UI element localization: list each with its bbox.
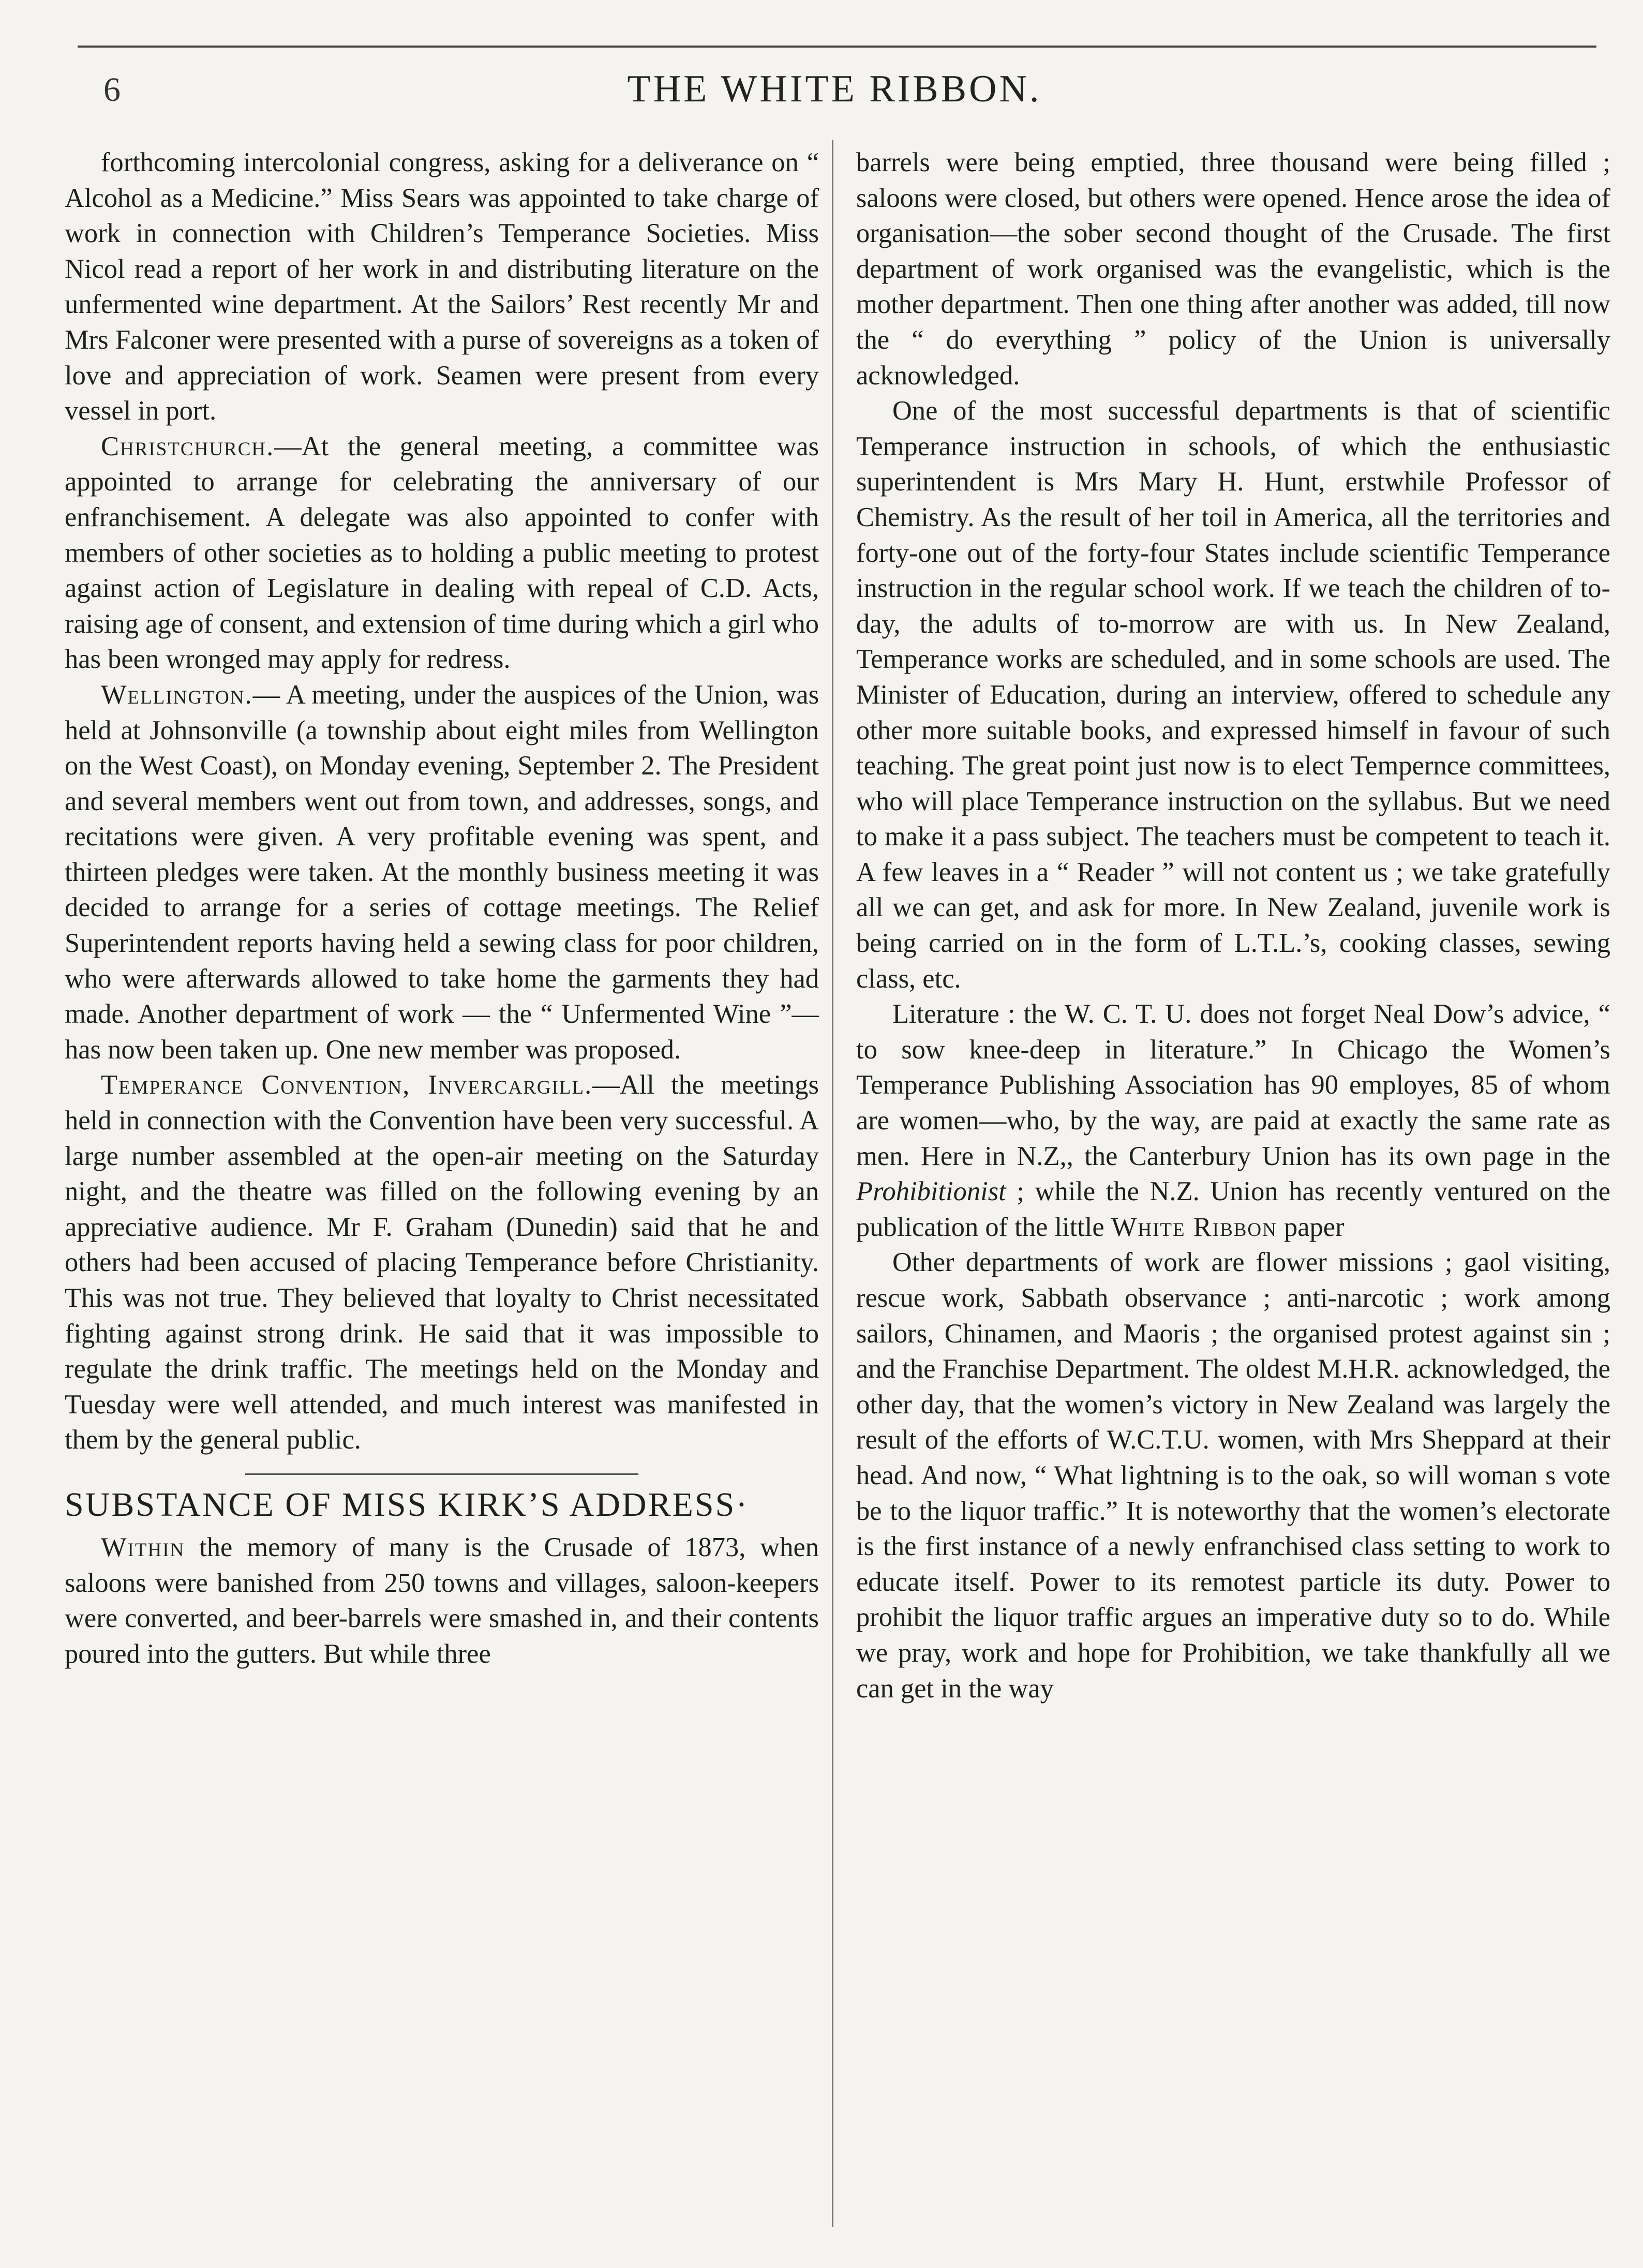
- running-title: THE WHITE RIBBON.: [627, 68, 1042, 110]
- literature-text-c: paper: [1277, 1212, 1345, 1242]
- section-divider: [245, 1473, 638, 1475]
- wellington-heading: Wellington.: [101, 679, 253, 710]
- left-column: [65, 145, 819, 1672]
- crusade-continued-paragraph: barrels were being emptied, three thousand were being filled ; saloons were closed, but others were opened. Hence arose the idea of organisation—the sober second thought of the Crusade. The first department of work organised was the evangelistic, which is the mother department. Then one thing after another was added, till now the “ do everything ” policy of the Union is universally acknowledged.: [856, 147, 1610, 391]
- right-column: [856, 145, 1610, 1706]
- address-lead: Within: [101, 1532, 185, 1562]
- address-paragraph: [65, 1530, 819, 1672]
- departments-paragraph: Other departments of work are flower missions ; gaol visiting, rescue work, Sabbath observance ; anti-narcotic ; work among sailors, Chinamen, and Maoris ; the organised protest against sin ; and the Franchise Department. The oldest M.H.R. acknowledged, the other day, that the women’s victory in New Zealand was largely the result of the efforts of W.C.T.U. women, with Mrs Sheppard at their head. And now, “ What lightning is to the oak, so will woman s vote be to the liquor traffic.” It is noteworthy that the women’s electorate is the first instance of a newly enfranchised class setting to work to educate itself. Power to its remotest particle its duty. Power to prohibit the liquor traffic argues an imperative duty so to do. While we pray, work and hope for Prohibition, we take thankfully all we can get in the way: [856, 1247, 1610, 1704]
- literature-paragraph: [856, 996, 1610, 1245]
- convention-text: —All the meetings held in connection with the Convention have been very successful. A large number assembled at the open-air meeting on the Saturday night, and the theatre was filled on the following evening by an appreciative audience. Mr F. Graham (Dunedin) said that he and others had been accused of placing Temperance before Christianity. This was not true. They believed that loyalty to Christ necessitated fighting against strong drink. He said that it was impossible to regulate the drink traffic. The meetings held on the Monday and Tuesday were well attended, and much interest was manifested in them by the general public.: [65, 1070, 819, 1455]
- header-top-rule: [78, 46, 1596, 48]
- christchurch-paragraph: [65, 429, 819, 677]
- address-text: the memory of many is the Crusade of 1873, when saloons were banished from 250 towns and villages, saloon-keepers were converted, and beer-barrels were smashed in, and their contents poured into the gutters. But while three: [65, 1532, 819, 1669]
- literature-text-a: Literature : the W. C. T. U. does not forget Neal Dow’s advice, “ to sow knee-deep in literature.” In Chicago the Women’s Temperance Publishing Association has 90 employes, 85 of whom are women—who, by the way, are paid at exactly the same rate as men. Here in N.Z,, the Canterbury Union has its own page in the: [856, 999, 1610, 1171]
- convention-paragraph: [65, 1067, 819, 1458]
- christchurch-text: —At the general meeting, a committee was appointed to arrange for celebrating the anniversary of our enfranchisement. A delegate was also appointed to confer with members of other societies as to holding a public meeting to protest against action of Legislature in dealing with repeal of C.D. Acts, raising age of consent, and extension of time during which a girl who has been wronged may apply for redress.: [65, 431, 819, 675]
- wellington-text: — A meeting, under the auspices of the Union, was held at Johnsonville (a township about eight miles from Wellington on the West Coast), on Monday evening, September 2. The President and several members went out from town, and addresses, songs, and recitations were given. A very profitable evening was spent, and thirteen pledges were taken. At the monthly business meeting it was decided to arrange for a series of cottage meetings. The Relief Superintendent reports having held a sewing class for poor children, who were afterwards allowed to take home the garments they had made. Another department of work — the “ Unfermented Wine ”—has now been taken up. One new member was proposed.: [65, 679, 819, 1065]
- congress-paragraph: forthcoming intercolonial congress, asking for a deliverance on “ Alcohol as a Medicine.” Miss Sears was appointed to take charge of work in connection with Children’s Temperance Societies. Miss Nicol read a report of her work in and distributing literature on the unfermented wine department. At the Sailors’ Rest recently Mr and Mrs Falconer were presented with a purse of sovereigns as a token of love and appreciation of work. Seamen were present from every vessel in port.: [65, 147, 819, 426]
- prohibitionist-title: Prohibitionist: [856, 1176, 1006, 1207]
- scientific-instruction-paragraph: One of the most successful departments is that of scientific Temperance instruction in schools, of which the enthusiastic superintendent is Mrs Mary H. Hunt, erstwhile Professor of Chemistry. As the result of her toil in America, all the territories and forty-one out of the forty-four States include scientific Temperance instruction in the regular school work. If we teach the children of to-day, the adults of to-morrow are with us. In New Zealand, Temperance works are scheduled, and in some schools are used. The Minister of Education, during an interview, offered to schedule any other more suitable books, and expressed himself in favour of such teaching. The great point just now is to elect Tempernce committees, who will place Temperance instruction on the syllabus. But we need to make it a pass subject. The teachers must be competent to teach it. A few leaves in a “ Reader ” will not content us ; we take gratefully all we can get, and ask for more. In New Zealand, juvenile work is being carried on in the form of L.T.L.’s, cooking classes, sewing class, etc.: [856, 396, 1610, 994]
- section-heading: SUBSTANCE OF MISS KIRK’S ADDRESS·: [65, 1485, 749, 1524]
- white-ribbon-title: White Ribbon: [1111, 1212, 1277, 1242]
- wellington-paragraph: [65, 677, 819, 1068]
- page-header: [78, 67, 1591, 124]
- literature-text-b: ; while the N.Z. Union has recently ventured on the publication of the little: [856, 1176, 1610, 1242]
- convention-heading: Temperance Convention, Invercargill.: [101, 1070, 593, 1100]
- column-divider: [832, 140, 833, 2227]
- page-number: 6: [103, 71, 121, 109]
- christchurch-heading: Christchurch.: [101, 431, 275, 461]
